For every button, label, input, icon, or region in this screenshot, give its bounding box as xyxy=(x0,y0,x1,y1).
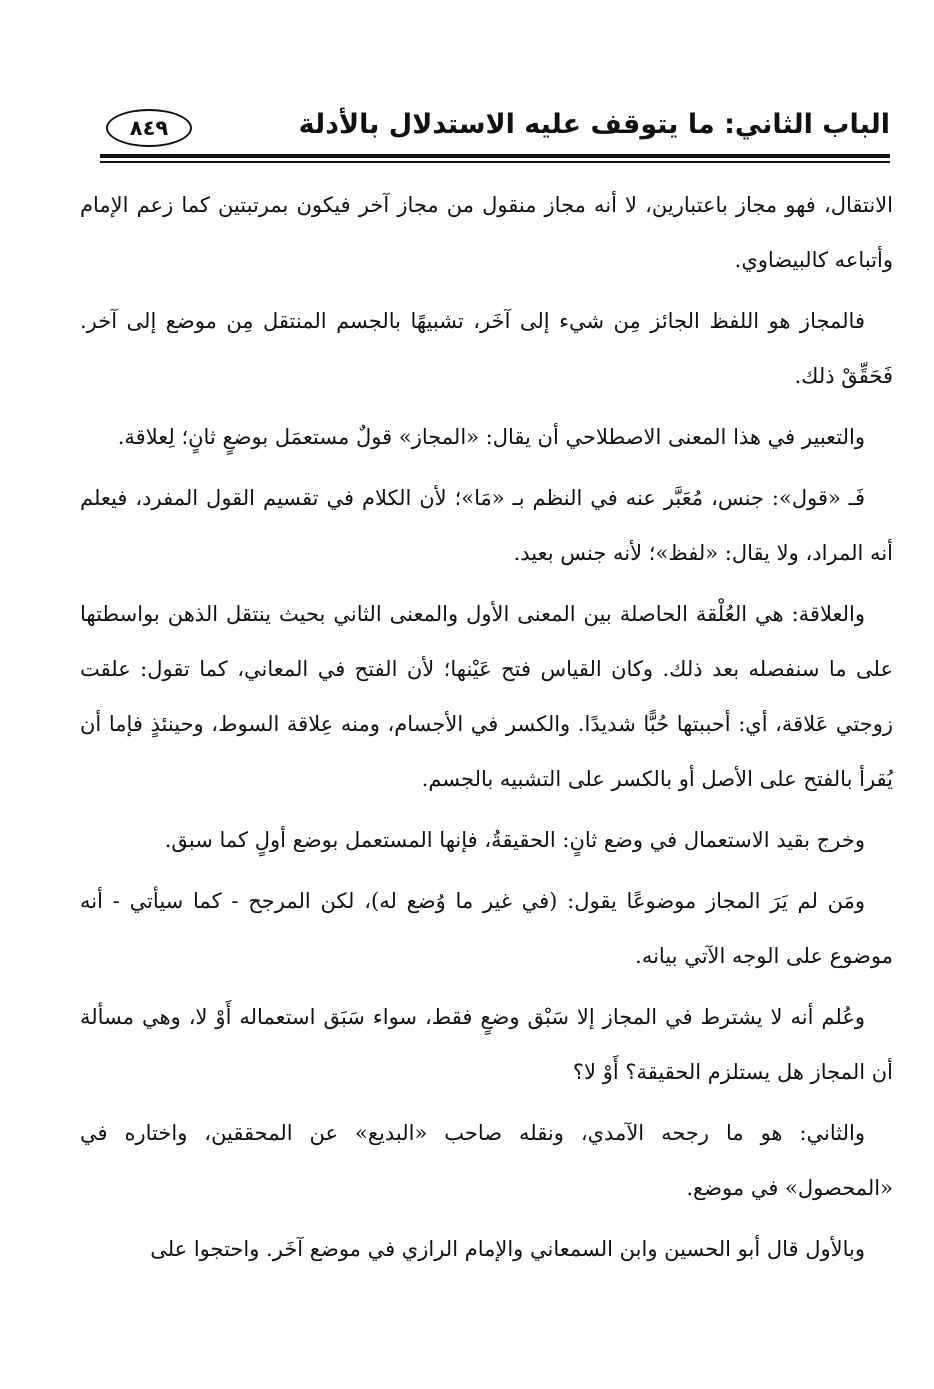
paragraph-1: الانتقال، فهو مجاز باعتبارين، لا أنه مجاز منقول من مجاز آخر فيكون بمرتبتين كما زعم الإمام وأتباعه كالبيضاوي. xyxy=(80,193,893,272)
paragraph-5: والعلاقة: هي العُلْقة الحاصلة بين المعنى الأول والمعنى الثاني بحيث ينتقل الذهن بواسطتها على ما سنفصله بعد ذلك. وكان القياس فتح عَيْنها؛ لأن الفتح في المعاني، كما تقول: علقت زوجتي عَلاقة، أي: أحببتها حُبًّا شديدًا. والكسر في الأجسام، ومنه عِلاقة السوط، وحينئذٍ فإما أن يُقرأ بالفتح على الأصل أو بالكسر على التشبيه بالجسم. xyxy=(80,602,893,791)
page-header xyxy=(100,105,890,153)
paragraph-9: والثاني: هو ما رجحه الآمدي، ونقله صاحب «البديع» عن المحققين، واختاره في «المحصول» في موضع. xyxy=(80,1121,893,1200)
page-number-badge: ٨٤٩ xyxy=(106,109,192,147)
header-rule-thin xyxy=(100,161,890,163)
page-body xyxy=(80,178,893,1283)
paragraph-6: وخرج بقيد الاستعمال في وضع ثانٍ: الحقيقةُ، فإنها المستعمل بوضع أولٍ كما سبق. xyxy=(164,828,865,852)
paragraph-10: وبالأول قال أبو الحسين وابن السمعاني والإمام الرازي في موضع آخَر. واحتجوا على xyxy=(150,1237,865,1261)
paragraph-2: فالمجاز هو اللفظ الجائز مِن شيء إلى آخَر، تشبيهًا بالجسم المنتقل مِن موضع إلى آخر. فَحَقِّقْ ذلك. xyxy=(80,309,893,388)
header-rule-thick xyxy=(100,154,890,158)
paragraph-7: ومَن لم يَرَ المجاز موضوعًا يقول: (في غير ما وُضع له)، لكن المرجح - كما سيأتي - أنه موضوع على الوجه الآتي بيانه. xyxy=(80,889,893,968)
paragraph-4: فَـ «قول»: جنس، مُعَبَّر عنه في النظم بـ «مَا»؛ لأن الكلام في تقسيم القول المفرد، فيعلم أنه المراد، ولا يقال: «لفظ»؛ لأنه جنس بعيد. xyxy=(80,486,893,565)
paragraph-8: وعُلم أنه لا يشترط في المجاز إلا سَبْق وضعٍ فقط، سواء سَبَق استعماله أَوْ لا، وهي مسألة أن المجاز هل يستلزم الحقيقة؟ أَوْ لا؟ xyxy=(80,1005,893,1084)
chapter-title: الباب الثاني: ما يتوقف عليه الاستدلال بالأدلة xyxy=(298,109,890,140)
paragraph-3: والتعبير في هذا المعنى الاصطلاحي أن يقال: «المجاز» قولٌ مستعمَل بوضعٍ ثانٍ؛ لِعلاقة. xyxy=(117,425,865,449)
